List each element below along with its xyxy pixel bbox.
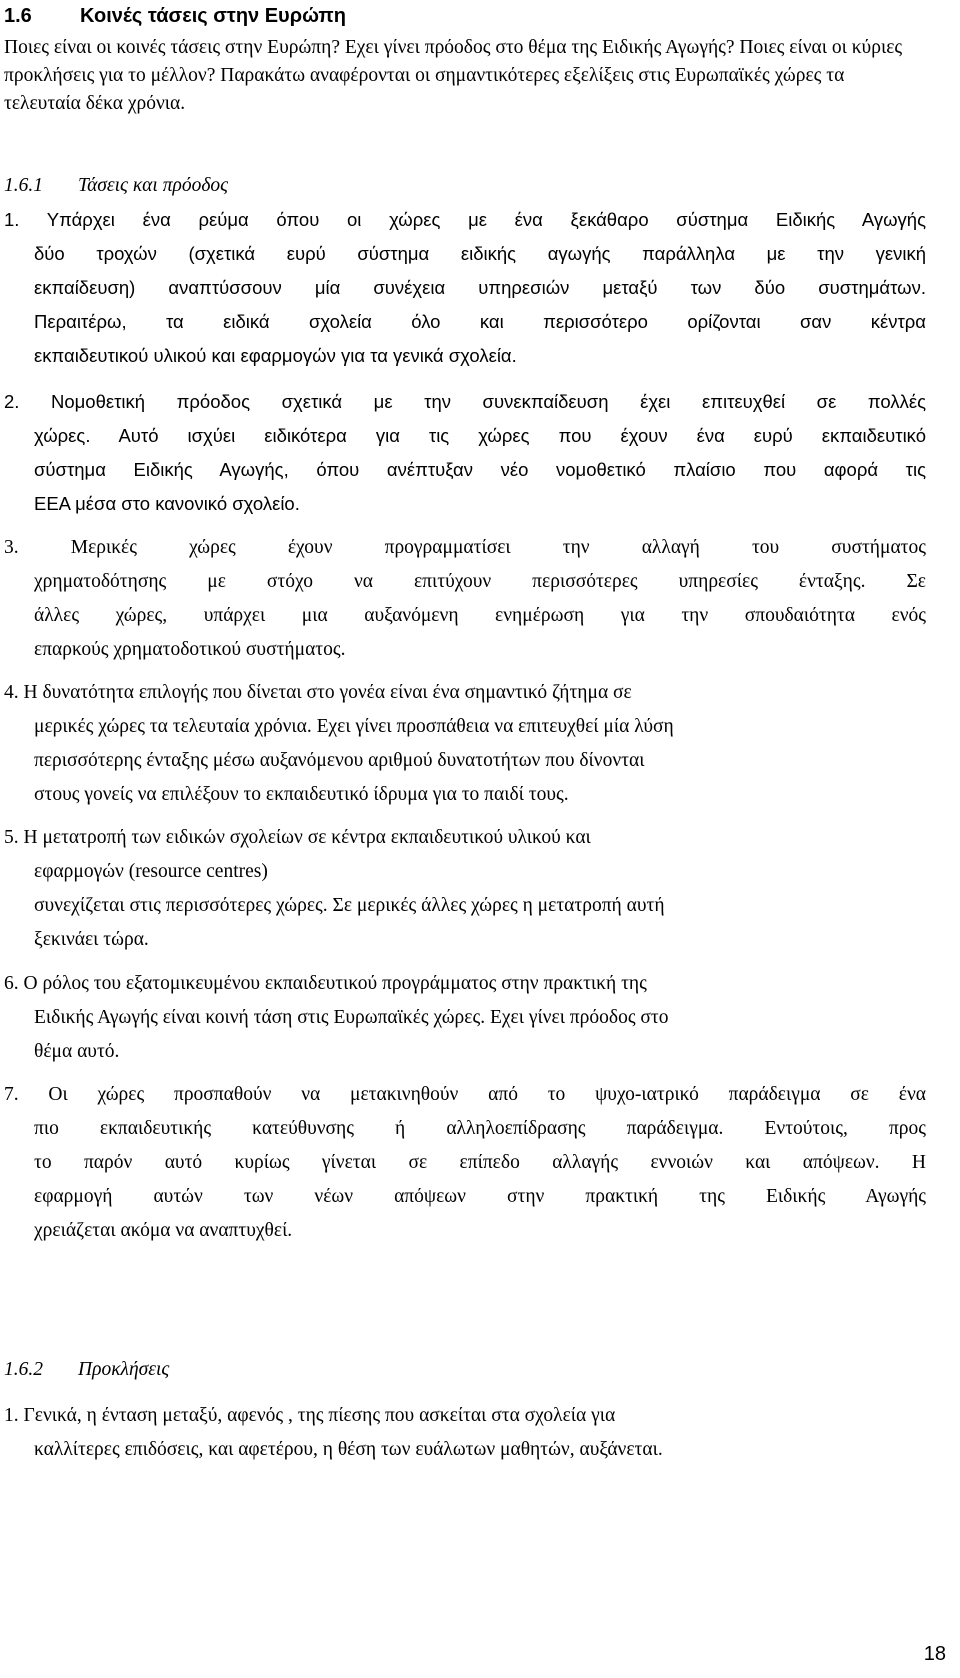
trend-item-1-line-3: εκπαίδευση) αναπτύσσουν μία συνέχεια υπηρεσιών μεταξύ των δύο συστημάτων. <box>34 277 926 298</box>
trend-item-1 <box>4 203 926 373</box>
trend-item-6-line-1: 6. Ο ρόλος του εξατομικευμένου εκπαιδευτικού προγράμματος στην πρακτική της <box>4 973 647 994</box>
trend-item-5-line-2: εφαρμογών (resource centres) <box>34 861 268 882</box>
trend-item-7-line-4: εφαρμογή αυτών των νέων απόψεων στην πρακτική της Ειδικής Αγωγής <box>34 1186 926 1207</box>
challenge-item-1 <box>4 1399 926 1467</box>
trend-item-1-line-2: δύο τροχών (σχετικά ευρύ σύστημα ειδικής αγωγής παράλληλα με την γενική <box>34 243 926 264</box>
trend-item-3-line-4: επαρκούς χρηματοδοτικού συστήματος. <box>34 639 346 660</box>
trend-item-7-line-5: χρειάζεται ακόμα να αναπτυχθεί. <box>34 1220 293 1241</box>
trend-item-2-line-2: χώρες. Αυτό ισχύει ειδικότερα για τις χώρες που έχουν ένα ευρύ εκπαιδευτικό <box>34 425 926 446</box>
challenge-item-1-line-2: καλλίτερες επιδόσεις, και αφετέρου, η θέση των ευάλωτων μαθητών, αυξάνεται. <box>34 1439 663 1460</box>
trend-item-7-line-2: πιο εκπαιδευτικής κατεύθυνσης ή αλληλοεπίδρασης παράδειγμα. Εντούτοις, προς <box>34 1118 926 1139</box>
trend-item-3 <box>4 531 926 667</box>
challenge-item-1-line-1: 1. Γενικά, η ένταση μεταξύ, αφενός , της πίεσης που ασκείται στα σχολεία για <box>4 1405 616 1426</box>
subsection-number: 1.6.1 <box>4 175 43 196</box>
trend-item-1-line-5: εκπαιδευτικού υλικού και εφαρμογών για τα γενικά σχολεία. <box>34 345 517 366</box>
trend-item-7 <box>4 1078 926 1248</box>
trend-item-5-line-4: ξεκινάει τώρα. <box>34 929 149 950</box>
trend-item-3-line-2: χρηματοδότησης με στόχο να επιτύχουν περισσότερες υπηρεσίες ένταξης. Σε <box>34 571 926 592</box>
trend-item-6 <box>4 967 926 1069</box>
trend-item-5-line-1: 5. Η μετατροπή των ειδικών σχολείων σε κέντρα εκπαιδευτικού υλικού και <box>4 827 591 848</box>
section-number: 1.6 <box>4 5 32 27</box>
trend-item-6-line-2: Ειδικής Αγωγής είναι κοινή τάση στις Ευρωπαϊκές χώρες. Εχει γίνει πρόοδος στο <box>34 1007 669 1028</box>
trend-item-4 <box>4 676 926 812</box>
trend-item-2-line-1: 2. Νομοθετική πρόοδος σχετικά με την συνεκπαίδευση έχει επιτευχθεί σε πολλές <box>4 391 926 412</box>
trend-item-4-line-2: μερικές χώρες τα τελευταία χρόνια. Εχει γίνει προσπάθεια να επιτευχθεί μία λύση <box>34 716 674 737</box>
trend-item-2-line-3: σύστημα Ειδικής Αγωγής, όπου ανέπτυξαν νέο νομοθετικό πλαίσιο που αφορά τις <box>34 459 926 480</box>
trend-item-7-line-1: 7. Οι χώρες προσπαθούν να μετακινηθούν από το ψυχο-ιατρικό παράδειγμα σε ένα <box>4 1084 926 1105</box>
trend-item-1-line-4: Περαιτέρω, τα ειδικά σχολεία όλο και περισσότερο ορίζονται σαν κέντρα <box>34 311 926 332</box>
section-title: Κοινές τάσεις στην Ευρώπη <box>80 5 346 27</box>
subsection-title: Προκλήσεις <box>78 1359 170 1380</box>
subsection-number: 1.6.2 <box>4 1359 43 1380</box>
trend-item-4-line-3: περισσότερης ένταξης μέσω αυξανόμενου αριθμού δυνατοτήτων που δίνονται <box>34 750 645 771</box>
trend-item-5 <box>4 821 926 957</box>
trend-item-2 <box>4 385 926 521</box>
subsection-heading-trends <box>4 172 228 200</box>
trend-item-4-line-1: 4. Η δυνατότητα επιλογής που δίνεται στο γονέα είναι ένα σημαντικό ζήτημα σε <box>4 682 632 703</box>
subsection-heading-challenges <box>4 1356 169 1384</box>
trend-item-4-line-4: στους γονείς να επιλέξουν το εκπαιδευτικό ίδρυμα για το παιδί τους. <box>34 784 569 805</box>
page-number: 18 <box>923 1643 946 1665</box>
trend-item-5-line-3: συνεχίζεται στις περισσότερες χώρες. Σε μερικές άλλες χώρες η μετατροπή αυτή <box>34 895 665 916</box>
section-heading <box>4 2 346 30</box>
trend-item-3-line-1: 3. Μερικές χώρες έχουν προγραμματίσει την αλλαγή του συστήματος <box>4 537 926 558</box>
trend-item-1-line-1: 1. Υπάρχει ένα ρεύμα όπου οι χώρες με ένα ξεκάθαρο σύστημα Ειδικής Αγωγής <box>4 209 926 230</box>
trend-item-6-line-3: θέμα αυτό. <box>34 1041 120 1062</box>
subsection-title: Τάσεις και πρόοδος <box>78 175 229 196</box>
section-intro: Ποιες είναι οι κοινές τάσεις στην Ευρώπη? Εχει γίνει πρόοδος στο θέμα της Ειδικής Αγωγής? Ποιες είναι οι κύριες προκλήσεις για το μέλλον? Παρακάτω αναφέρονται οι σημαντικότερες εξελίξεις στις Ευρωπαϊκές χώρες τα τελευταία δέκα χρόνια. <box>4 37 903 114</box>
trend-item-2-line-4: ΕΕΑ μέσα στο κανονικό σχολείο. <box>34 493 300 514</box>
trend-item-3-line-3: άλλες χώρες, υπάρχει μια αυξανόμενη ενημέρωση για την σπουδαιότητα ενός <box>34 605 926 626</box>
trend-item-7-line-3: το παρόν αυτό κυρίως γίνεται σε επίπεδο αλλαγής εννοιών και απόψεων. Η <box>34 1152 926 1173</box>
